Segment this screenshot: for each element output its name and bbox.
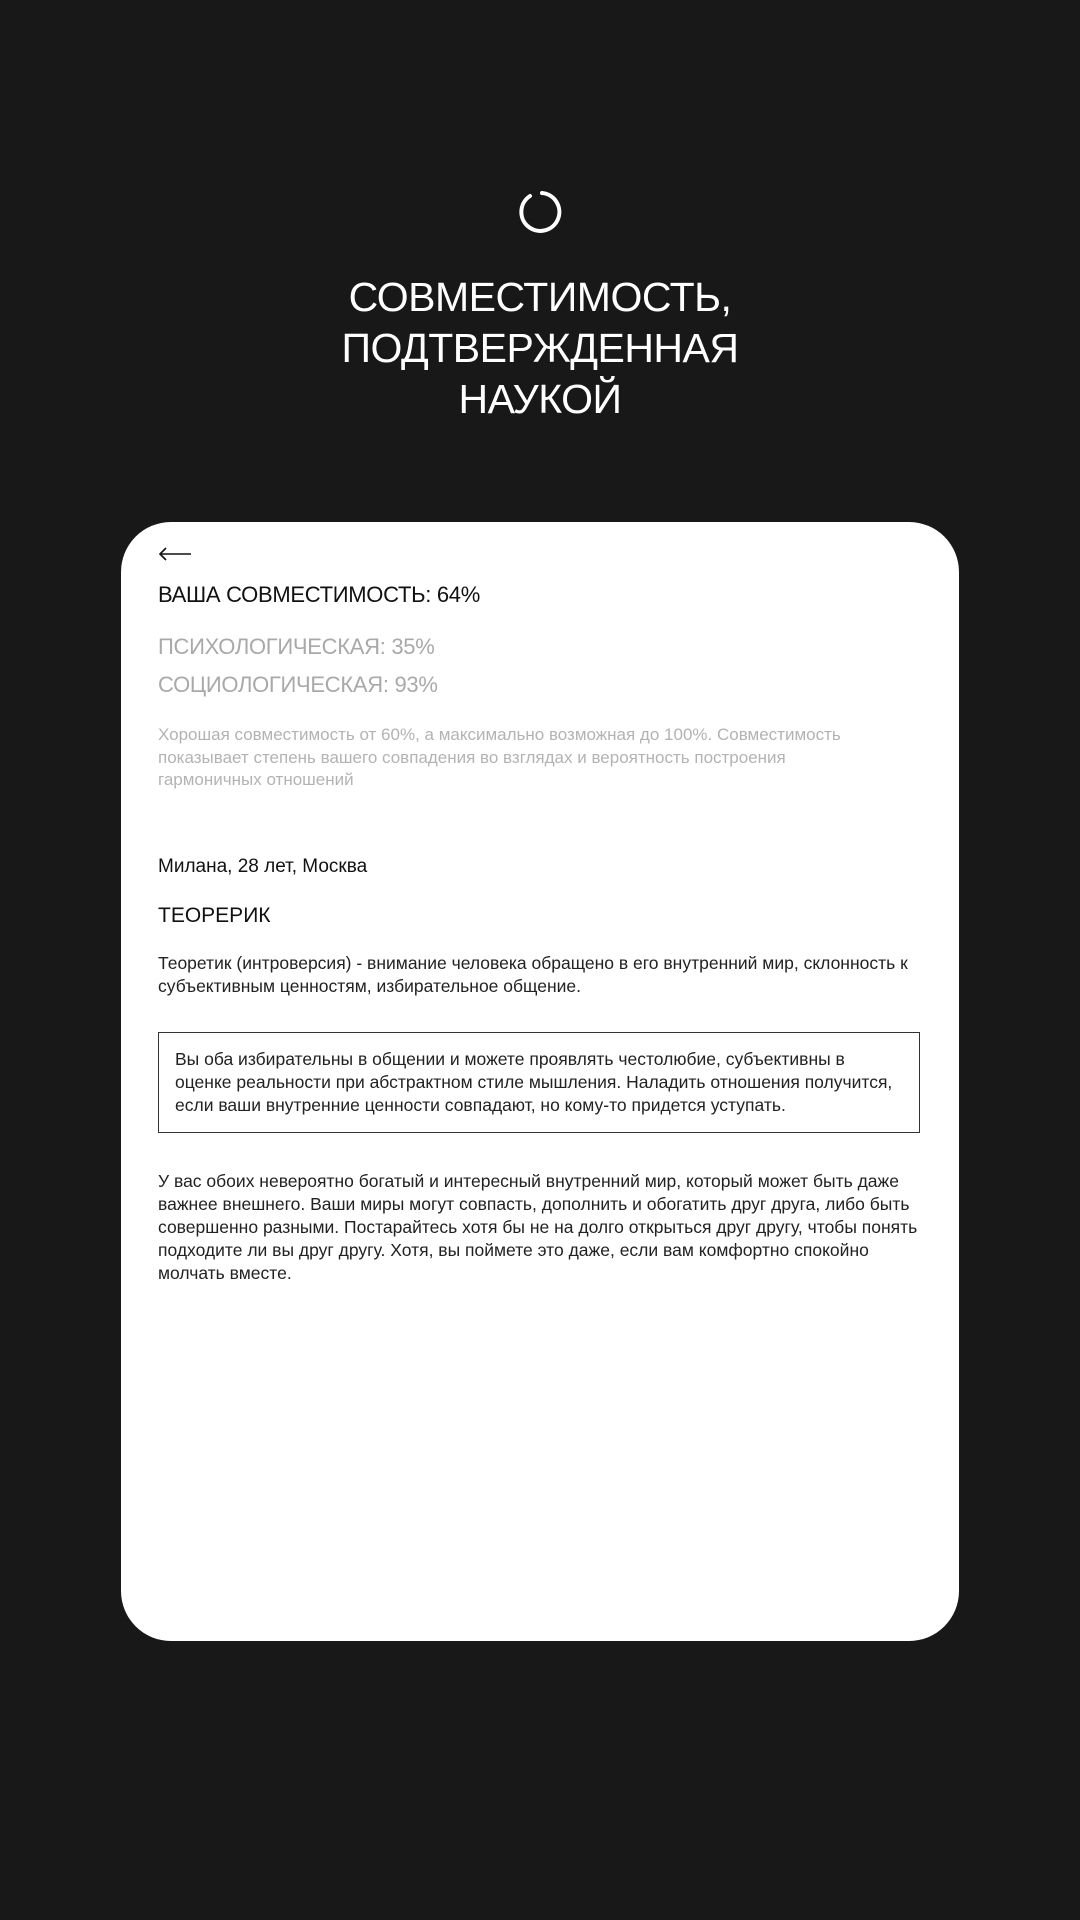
hero-title-line: СОВМЕСТИМОСТЬ, bbox=[348, 274, 732, 320]
partner-info: Милана, 28 лет, Москва bbox=[158, 856, 368, 877]
conclusion-text: У вас обоих невероятно богатый и интересный внутренний мир, который может быть даже важнее внешнего. Ваши миры могут совпасть, дополнить и обогатить друг друга, либо быть совершенно разными. Постарайтесь хотя бы не на долго открыться друг другу, чтобы понять подходите ли вы друг другу. Хотя, вы поймете это даже, если вам комфортно спокойно молчать вместе. bbox=[158, 1171, 918, 1283]
compatibility-description: Хорошая совместимость от 60%, а максимально возможная до 100%. Совместимость показывает степень вашего совпадения во взглядах и вероятность построения гармоничных отношений bbox=[158, 725, 841, 790]
sociological-compatibility: СОЦИОЛОГИЧЕСКАЯ: 93% bbox=[158, 672, 438, 697]
loading-spinner-icon bbox=[518, 190, 562, 234]
total-compatibility: ВАША СОВМЕСТИМОСТЬ: 64% bbox=[158, 582, 480, 607]
highlight-box: Вы оба избирательны в общении и можете проявлять честолюбие, субъективны в оценке реальности при абстрактном стиле мышления. Наладить отношения получится, если ваши внутренние ценности совпадают, но кому-то придется уступать. bbox=[158, 1032, 920, 1133]
hero-title-line: ПОДТВЕРЖДЕННАЯ bbox=[341, 325, 739, 371]
back-arrow-icon[interactable] bbox=[158, 544, 192, 564]
personality-type-title: ТЕОРЕРИК bbox=[158, 904, 271, 927]
psychological-compatibility: ПСИХОЛОГИЧЕСКАЯ: 35% bbox=[158, 634, 435, 659]
compatibility-card bbox=[121, 522, 959, 1641]
hero-title bbox=[0, 272, 1080, 425]
personality-type-description: Теоретик (интроверсия) - внимание человека обращено в его внутренний мир, склонность к субъективным ценностям, избирательное общение. bbox=[158, 953, 908, 996]
hero-title-line: НАУКОЙ bbox=[458, 376, 622, 422]
